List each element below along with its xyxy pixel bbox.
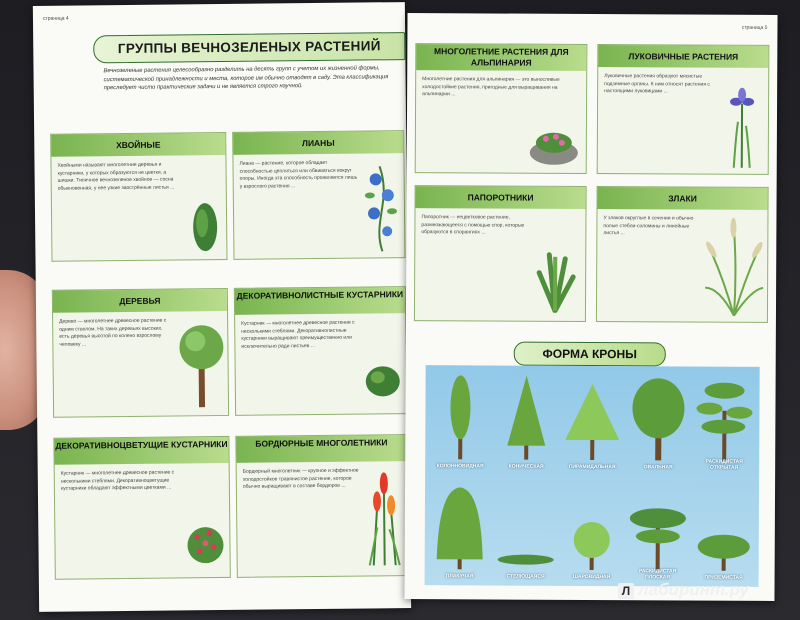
crown-conical: КОНИЧЕСКАЯ	[495, 370, 558, 470]
card-title: МНОГОЛЕТНИЕ РАСТЕНИЯ ДЛЯ АЛЬПИНАРИЯ	[434, 46, 569, 68]
card-title: БОРДЮРНЫЕ МНОГОЛЕТНИКИ	[255, 437, 388, 449]
card-deciduous-shrubs	[234, 286, 407, 416]
card-bulbous-plants	[597, 44, 770, 175]
card-lianas	[232, 130, 405, 260]
card-text: У злаков округлые в сечении и обычно полые стебли-соломины и линейные листья ...	[603, 215, 694, 237]
flowering-shrub-illustration	[185, 519, 226, 567]
watermark: лабиринт.ру	[638, 580, 749, 599]
card-text: Бордюрный многолетник — крупное и эффектное холодостойкое травянистое растение, которое обычно выращивают в составе бордюров ...	[242, 467, 359, 490]
right-page	[404, 13, 777, 601]
card-text: Кустарник — многолетнее древесное растение с несколькими стеблями. Декоративноцветущие кустарники обладают эффектными цветками ...	[60, 469, 175, 492]
crown-spreading-flat: РАСКИДИСТАЯ ПЛОСКАЯ	[627, 480, 690, 580]
card-text: Дерево — многолетнее древесное растение с одним стволом. На таких деревьях высоких, есть деревья высотой по колено взрослому человеку ...	[59, 317, 167, 348]
shrub-illustration	[364, 359, 402, 399]
card-title: ДЕКОРАТИВНОЦВЕТУЩИЕ КУСТАРНИКИ	[55, 438, 228, 451]
card-title: ПАПОРОТНИКИ	[467, 192, 534, 203]
labirint-logo-icon: Л	[618, 583, 634, 599]
card-text: Кустарник — многолетнее древесное растение с несколькими стеблями. Декоративнолистные кустарники выращивают преимущественно или исключительно ради листьев ...	[241, 319, 355, 350]
card-title: ДЕКОРАТИВНОЛИСТНЫЕ КУСТАРНИКИ	[236, 289, 404, 301]
crown-oval: ОВАЛЬНАЯ	[627, 370, 690, 470]
crown-spherical: ШАРОВИДНАЯ	[561, 480, 624, 580]
card-conifers	[50, 132, 227, 262]
kniphofia-illustration	[365, 467, 404, 567]
card-title: ХВОЙНЫЕ	[116, 139, 161, 151]
crown-forms-panel	[425, 365, 760, 587]
card-text: Многолетние растения для альпинария — это выносливые холодостойкие растения, пригодные для выращивания на альпинарии ...	[422, 76, 560, 98]
card-title: ЗЛАКИ	[668, 193, 697, 204]
card-text: Луковичные растения образуют мясистые подземные органы. К ним относят растения с настоящими луковицами ...	[604, 73, 710, 95]
alpine-plant-illustration	[528, 123, 580, 167]
card-title: ЛУКОВИЧНЫЕ РАСТЕНИЯ	[628, 51, 739, 62]
card-text: Хвойными называют многолетние деревья и кустарники, у которых образуются не цветки, а шишки. Типичное вечнозеленое хвойное — сосна обыкновенная, у нее узкие заострённые листья ...	[57, 161, 175, 192]
card-alpine-perennials	[415, 43, 588, 174]
crown-pyramidal: ПИРАМИДАЛЬНАЯ	[561, 370, 624, 470]
card-title: ДЕРЕВЬЯ	[119, 295, 161, 307]
card-border-perennials	[235, 434, 408, 578]
card-flowering-shrubs	[53, 436, 230, 580]
crown-weeping: ПЛАКУЧАЯ	[429, 479, 492, 579]
liana-illustration	[361, 161, 402, 253]
iris-illustration	[722, 86, 762, 170]
tree-illustration	[177, 319, 226, 411]
fern-illustration	[531, 247, 579, 313]
crown-creeping: СТЕЛЮЩАЯСЯ	[495, 480, 558, 580]
intro-text: Вечнозеленые растения целесообразно разделить на десять групп с учетом их жизненной формы, систематической принадлежности и места, которое им обычно отводят в саду. Эта классификация преследует чисто практические задачи и не является строго научной.	[103, 65, 389, 92]
crown-squat: ПРИЗЕМИСТАЯ	[693, 481, 756, 581]
crown-spreading-open: РАСКИДИСТАЯ ОТКРЫТАЯ	[693, 371, 756, 471]
card-text: Лиана — растение, которое обладает способностью цепляться или обвиваться вокруг опоры. Иногда эта способность проявляется лишь у взрослого растения ...	[239, 159, 358, 190]
page-title: ГРУППЫ ВЕЧНОЗЕЛЕНЫХ РАСТЕНИЙ	[93, 32, 405, 63]
page-number-left: страница 4	[42, 15, 69, 22]
pampas-grass-illustration	[703, 218, 766, 318]
left-page	[33, 2, 411, 612]
card-grasses	[596, 186, 769, 323]
card-title: ЛИАНЫ	[301, 137, 335, 149]
card-trees	[52, 288, 229, 418]
card-ferns	[414, 185, 587, 322]
conifer-illustration	[188, 197, 223, 253]
crown-columnar: КОЛОННОВИДНАЯ	[429, 369, 492, 469]
page-number-right: страница 5	[741, 24, 768, 31]
crown-section-title: ФОРМА КРОНЫ	[514, 342, 666, 367]
card-text: Папоротник — нецветковое растение, размножающееся с помощью спор, которые образуются в спорангиях ...	[421, 214, 525, 236]
